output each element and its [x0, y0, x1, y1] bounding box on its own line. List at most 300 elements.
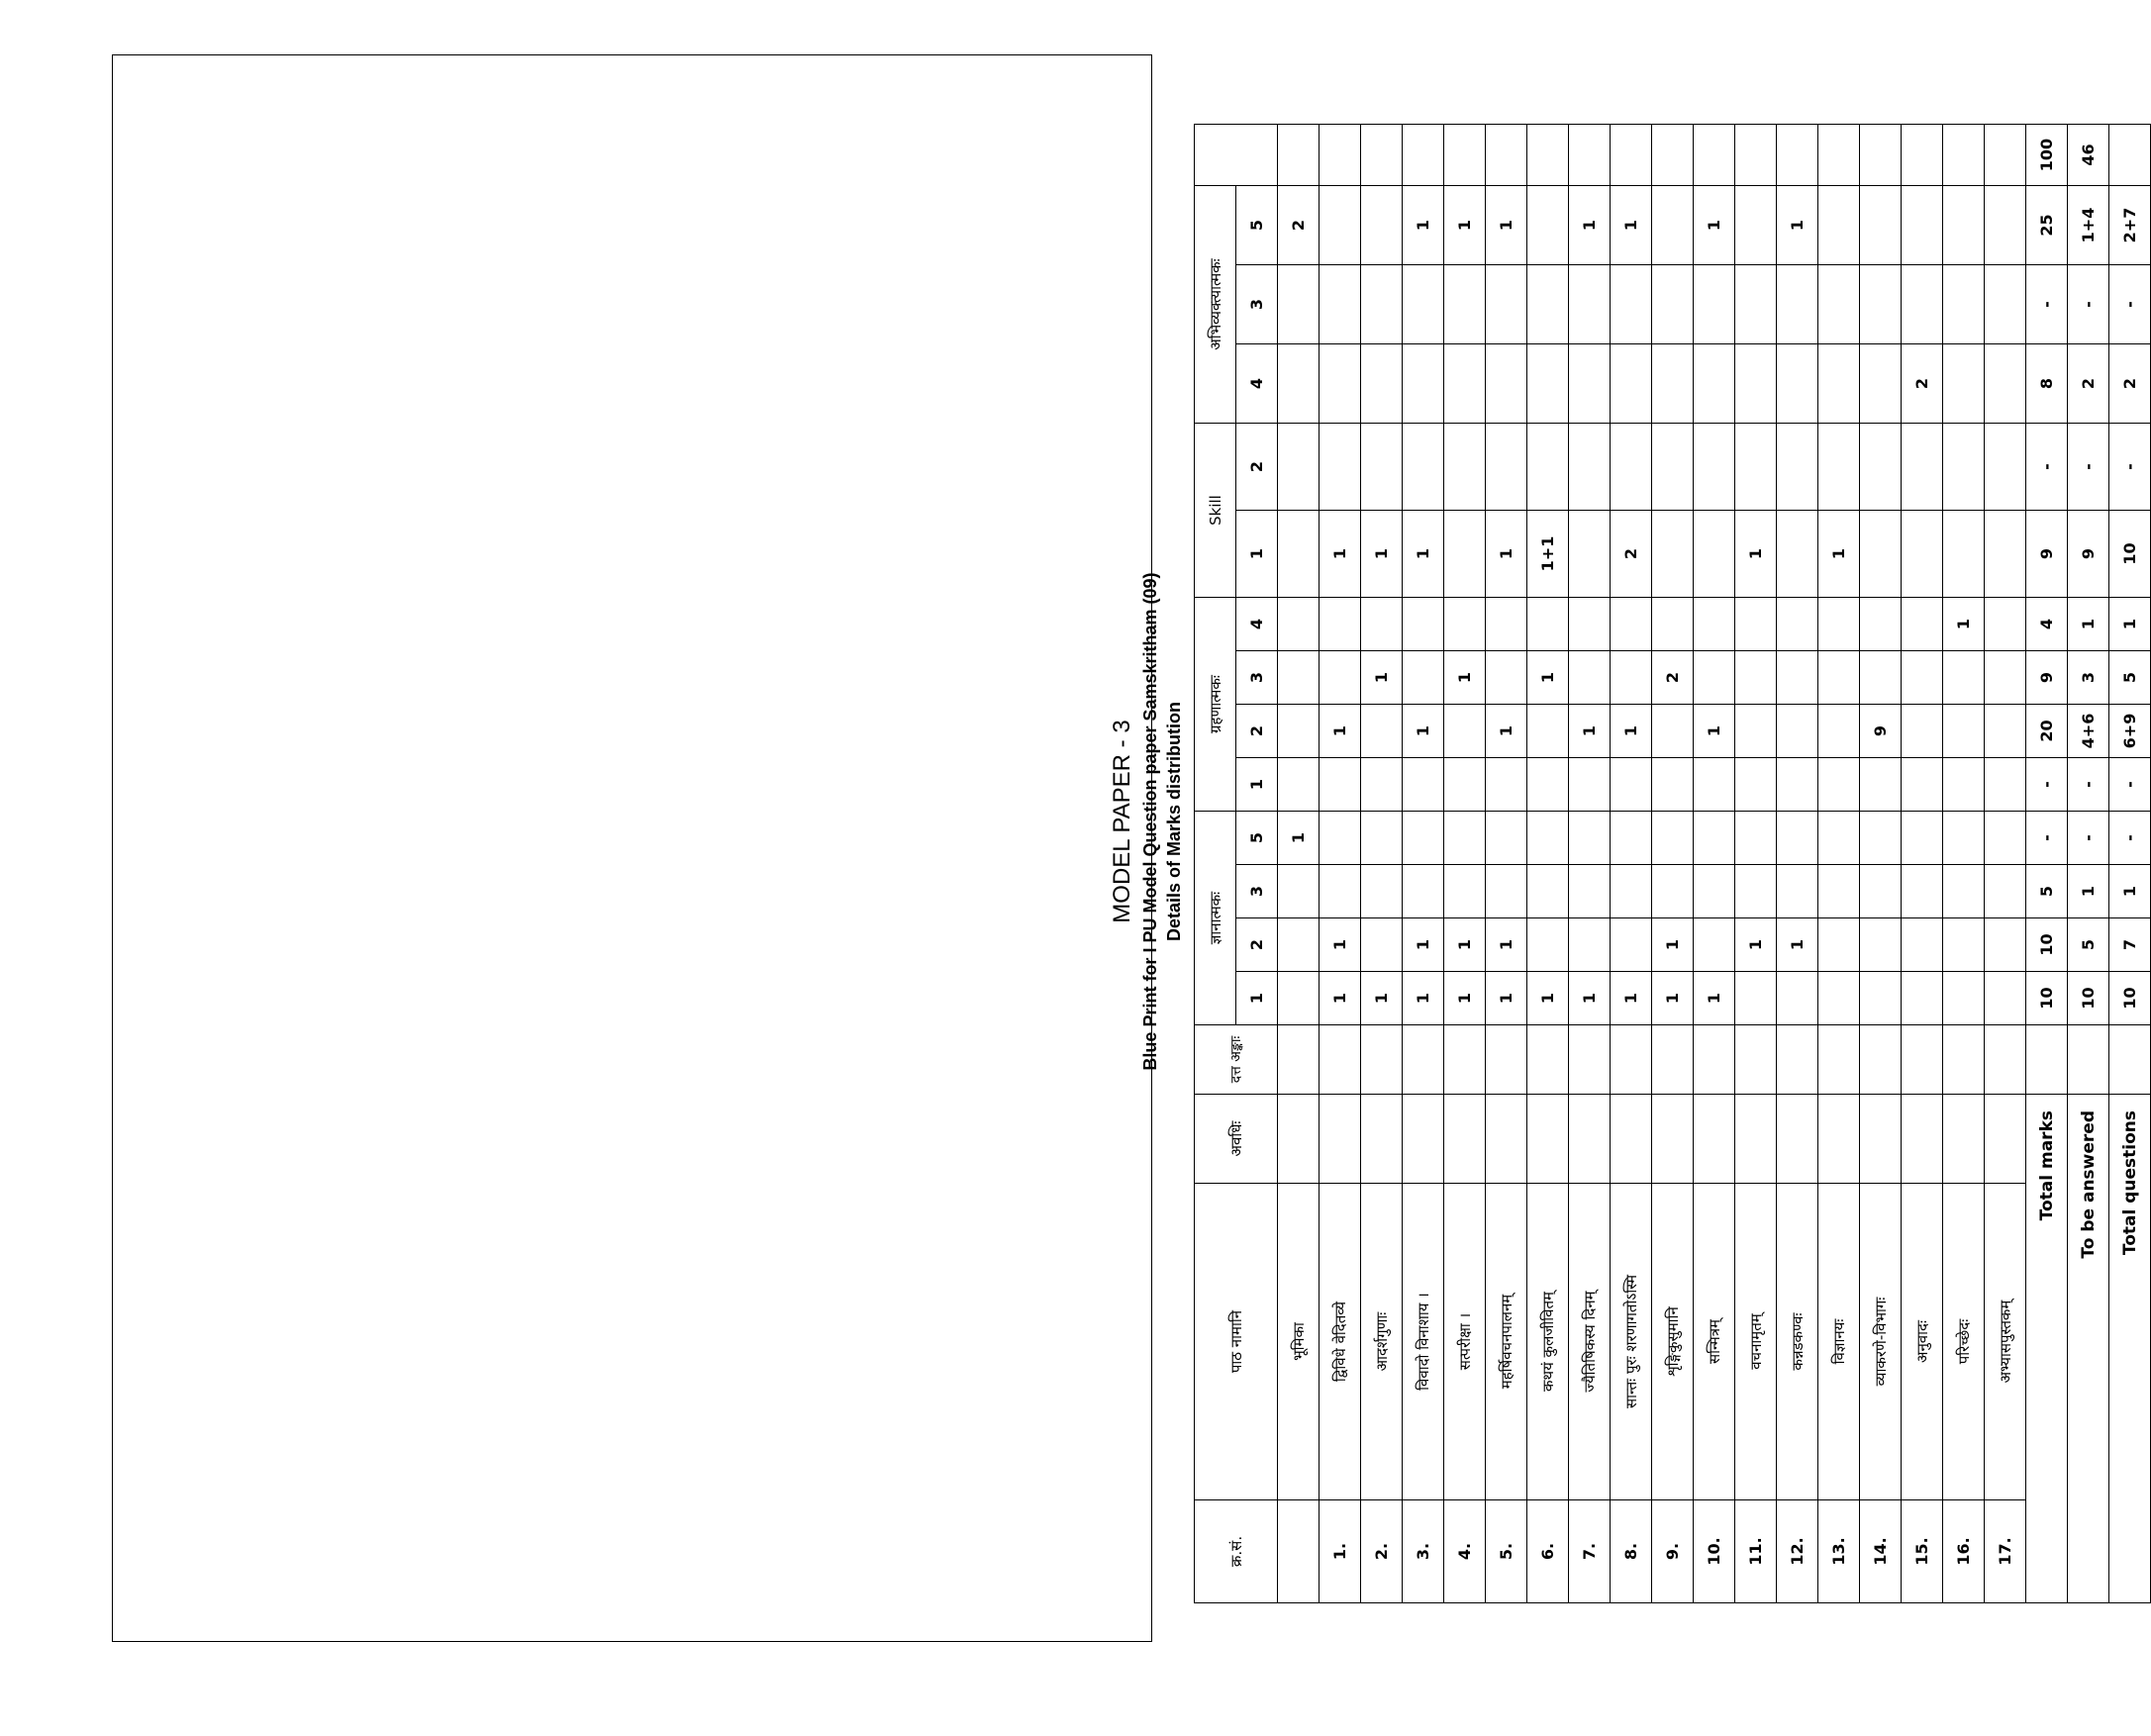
mark-cell-g1	[1818, 758, 1860, 812]
period-cell	[1486, 1095, 1527, 1184]
header-abhivyakti: अभिव्यक्त्यात्मकः	[1195, 186, 1236, 424]
total-cell	[1569, 125, 1611, 186]
mark-cell-g4	[1777, 598, 1818, 651]
mark-cell-a4	[1943, 344, 1985, 424]
total-j2: 10	[2026, 918, 2068, 972]
given-marks-cell	[1777, 1025, 1818, 1095]
mark-cell-s2	[1985, 424, 2026, 511]
mark-cell-a5	[1735, 186, 1777, 265]
mark-cell-s2	[1652, 424, 1694, 511]
mark-cell-a4	[1985, 344, 2026, 424]
mark-cell-s1	[1943, 511, 1985, 598]
given-marks-cell	[2068, 1025, 2109, 1095]
total-cell	[1361, 125, 1403, 186]
mark-cell-a3	[1569, 265, 1611, 344]
given-marks-cell	[1943, 1025, 1985, 1095]
mark-cell-g3	[1486, 651, 1527, 705]
mark-cell-g1	[1320, 758, 1361, 812]
mark-cell-s2	[1777, 424, 1818, 511]
mark-cell-a5: 1	[1777, 186, 1818, 265]
mark-cell-j3	[1444, 865, 1486, 918]
given-marks-cell	[1902, 1025, 1943, 1095]
row-number: 12.	[1777, 1500, 1818, 1603]
mark-cell-j2: 1	[1652, 918, 1694, 972]
mark-cell-g4	[1818, 598, 1860, 651]
mark-cell-a4	[1527, 344, 1569, 424]
header-lesson: पाठ नामानि	[1195, 1184, 1278, 1500]
mark-cell-g2	[1943, 705, 1985, 758]
total-row	[2068, 125, 2109, 1603]
period-cell	[1278, 1095, 1320, 1184]
total-s1: 10	[2109, 511, 2151, 598]
table-row	[1902, 125, 1943, 1603]
mark-cell-s1	[1444, 511, 1486, 598]
mark-cell-g2	[1278, 705, 1320, 758]
mark-cell-j3	[1527, 865, 1569, 918]
total-cell	[1943, 125, 1985, 186]
sub-a5: 5	[1236, 186, 1278, 265]
mark-cell-s1	[1902, 511, 1943, 598]
total-s1: 9	[2026, 511, 2068, 598]
mark-cell-g4	[1735, 598, 1777, 651]
given-marks-cell	[1444, 1025, 1486, 1095]
row-number: 14.	[1860, 1500, 1902, 1603]
grand-total: 46	[2068, 125, 2109, 186]
mark-cell-g2: 1	[1486, 705, 1527, 758]
mark-cell-a5: 1	[1444, 186, 1486, 265]
given-marks-cell	[1569, 1025, 1611, 1095]
total-cell	[1444, 125, 1486, 186]
mark-cell-j5	[1902, 812, 1943, 865]
total-g3: 9	[2026, 651, 2068, 705]
sub-a4: 4	[1236, 344, 1278, 424]
given-marks-cell	[1278, 1025, 1320, 1095]
row-number: 6.	[1527, 1500, 1569, 1603]
mark-cell-s2	[1527, 424, 1569, 511]
table-row	[1361, 125, 1403, 1603]
mark-cell-s1	[1860, 511, 1902, 598]
period-cell	[1818, 1095, 1860, 1184]
lesson-name: भूमिका	[1278, 1184, 1320, 1500]
total-j2: 7	[2109, 918, 2151, 972]
row-number: 16.	[1943, 1500, 1985, 1603]
mark-cell-j2: 1	[1735, 918, 1777, 972]
mark-cell-a3	[1735, 265, 1777, 344]
mark-cell-s1: 1	[1486, 511, 1527, 598]
mark-cell-a3	[1486, 265, 1527, 344]
row-number	[1278, 1500, 1320, 1603]
sub-s2: 2	[1236, 424, 1278, 511]
mark-cell-a4	[1735, 344, 1777, 424]
given-marks-cell	[1652, 1025, 1694, 1095]
row-number: 15.	[1902, 1500, 1943, 1603]
total-row	[2109, 125, 2151, 1603]
total-g3: 3	[2068, 651, 2109, 705]
total-j1: 10	[2068, 972, 2109, 1025]
lesson-name: व्याकरणे-विभागः	[1860, 1184, 1902, 1500]
mark-cell-a4	[1320, 344, 1361, 424]
mark-cell-a3	[1611, 265, 1652, 344]
period-cell	[1611, 1095, 1652, 1184]
sub-j2: 2	[1236, 918, 1278, 972]
page-subtitle-2: Details of Marks distribution	[1164, 701, 1184, 942]
lesson-name: ज्यैतिषिकस्य दिनम्	[1569, 1184, 1611, 1500]
table-row	[1278, 125, 1320, 1603]
table-row	[1611, 125, 1652, 1603]
lesson-name: वचनामृतम्	[1735, 1184, 1777, 1500]
mark-cell-g3	[1694, 651, 1735, 705]
total-g2: 20	[2026, 705, 2068, 758]
row-number: 13.	[1818, 1500, 1860, 1603]
total-j3: 1	[2068, 865, 2109, 918]
row-number: 2.	[1361, 1500, 1403, 1603]
mark-cell-g1	[1486, 758, 1527, 812]
mark-cell-j5: 1	[1278, 812, 1320, 865]
mark-cell-s2	[1486, 424, 1527, 511]
total-g1: -	[2109, 758, 2151, 812]
mark-cell-s2	[1611, 424, 1652, 511]
mark-cell-j3	[1943, 865, 1985, 918]
mark-cell-s2	[1694, 424, 1735, 511]
mark-cell-j3	[1985, 865, 2026, 918]
mark-cell-a3	[1777, 265, 1818, 344]
mark-cell-a4	[1569, 344, 1611, 424]
row-number: 8.	[1611, 1500, 1652, 1603]
given-marks-cell	[1985, 1025, 2026, 1095]
mark-cell-g1	[1735, 758, 1777, 812]
total-label: To be answered	[2068, 1095, 2109, 1603]
lesson-name: कथयं कुलजीवितम्	[1527, 1184, 1569, 1500]
mark-cell-a3	[1694, 265, 1735, 344]
mark-cell-j3	[1735, 865, 1777, 918]
mark-cell-s1: 1	[1320, 511, 1361, 598]
mark-cell-a3	[1278, 265, 1320, 344]
mark-cell-j3	[1569, 865, 1611, 918]
mark-cell-a5	[1818, 186, 1860, 265]
mark-cell-g2	[1527, 705, 1569, 758]
sub-g2: 2	[1236, 705, 1278, 758]
total-a3: -	[2109, 265, 2151, 344]
period-cell	[1652, 1095, 1694, 1184]
mark-cell-s2	[1361, 424, 1403, 511]
mark-cell-g3	[1818, 651, 1860, 705]
rotated-document	[1109, 40, 2140, 1603]
mark-cell-g2: 1	[1611, 705, 1652, 758]
total-cell	[1860, 125, 1902, 186]
mark-cell-g3: 2	[1652, 651, 1694, 705]
mark-cell-j1: 1	[1361, 972, 1403, 1025]
mark-cell-a5	[1985, 186, 2026, 265]
mark-cell-j1: 1	[1527, 972, 1569, 1025]
mark-cell-g4	[1611, 598, 1652, 651]
mark-cell-g3	[1777, 651, 1818, 705]
period-cell	[1403, 1095, 1444, 1184]
total-label: Total marks	[2026, 1095, 2068, 1603]
mark-cell-g3: 1	[1444, 651, 1486, 705]
mark-cell-s2	[1444, 424, 1486, 511]
table-row	[1694, 125, 1735, 1603]
mark-cell-g2: 1	[1320, 705, 1361, 758]
mark-cell-j5	[1486, 812, 1527, 865]
table-row	[1943, 125, 1985, 1603]
total-j5: -	[2026, 812, 2068, 865]
total-cell	[1735, 125, 1777, 186]
mark-cell-g3	[1943, 651, 1985, 705]
table-row	[1527, 125, 1569, 1603]
mark-cell-g3: 1	[1361, 651, 1403, 705]
mark-cell-g4	[1486, 598, 1527, 651]
mark-cell-j2: 1	[1403, 918, 1444, 972]
table-row	[1985, 125, 2026, 1603]
sub-g4: 4	[1236, 598, 1278, 651]
mark-cell-j1	[1735, 972, 1777, 1025]
mark-cell-g3	[1611, 651, 1652, 705]
mark-cell-j3	[1652, 865, 1694, 918]
lesson-name: अभ्यासपुस्तकम्	[1985, 1184, 2026, 1500]
mark-cell-a3	[1902, 265, 1943, 344]
mark-cell-g2: 1	[1569, 705, 1611, 758]
mark-cell-j5	[1943, 812, 1985, 865]
given-marks-cell	[1694, 1025, 1735, 1095]
mark-cell-j5	[1569, 812, 1611, 865]
period-cell	[1902, 1095, 1943, 1184]
mark-cell-a4: 2	[1902, 344, 1943, 424]
total-cell	[1818, 125, 1860, 186]
mark-cell-s1	[1652, 511, 1694, 598]
row-number: 1.	[1320, 1500, 1361, 1603]
mark-cell-j5	[1694, 812, 1735, 865]
mark-cell-j1: 1	[1444, 972, 1486, 1025]
mark-cell-g1	[1902, 758, 1943, 812]
mark-cell-a5	[1361, 186, 1403, 265]
mark-cell-s2	[1943, 424, 1985, 511]
mark-cell-j3	[1486, 865, 1527, 918]
given-marks-cell	[1527, 1025, 1569, 1095]
total-a4: 2	[2109, 344, 2151, 424]
mark-cell-j2	[1611, 918, 1652, 972]
mark-cell-j2: 1	[1777, 918, 1818, 972]
mark-cell-j5	[1735, 812, 1777, 865]
mark-cell-j2	[1818, 918, 1860, 972]
lesson-name: आदर्शगुणाः	[1361, 1184, 1403, 1500]
lesson-name: विज्ञानयः	[1818, 1184, 1860, 1500]
table-row	[1444, 125, 1486, 1603]
mark-cell-j5	[1361, 812, 1403, 865]
mark-cell-j5	[1320, 812, 1361, 865]
period-cell	[1527, 1095, 1569, 1184]
mark-cell-j1	[1818, 972, 1860, 1025]
total-s2: -	[2026, 424, 2068, 511]
grand-total: 100	[2026, 125, 2068, 186]
total-s2: -	[2109, 424, 2151, 511]
period-cell	[1320, 1095, 1361, 1184]
mark-cell-a3	[1985, 265, 2026, 344]
mark-cell-a5	[1902, 186, 1943, 265]
mark-cell-s2	[1403, 424, 1444, 511]
mark-cell-a3	[1943, 265, 1985, 344]
mark-cell-g4	[1444, 598, 1486, 651]
mark-cell-g3	[1985, 651, 2026, 705]
mark-cell-g2	[1361, 705, 1403, 758]
mark-cell-s2	[1569, 424, 1611, 511]
mark-cell-s2	[1818, 424, 1860, 511]
total-cell	[1611, 125, 1652, 186]
mark-cell-g3	[1278, 651, 1320, 705]
lesson-name: सान्तः पुरः शरणागतोऽस्मि	[1611, 1184, 1652, 1500]
mark-cell-g2	[1735, 705, 1777, 758]
mark-cell-s2	[1902, 424, 1943, 511]
mark-cell-a5: 1	[1611, 186, 1652, 265]
mark-cell-a4	[1777, 344, 1818, 424]
mark-cell-j5	[1611, 812, 1652, 865]
total-label: Total questions	[2109, 1095, 2151, 1603]
mark-cell-g3	[1902, 651, 1943, 705]
given-marks-cell	[1361, 1025, 1403, 1095]
mark-cell-g3	[1735, 651, 1777, 705]
mark-cell-a4	[1444, 344, 1486, 424]
mark-cell-a4	[1694, 344, 1735, 424]
mark-cell-j3	[1694, 865, 1735, 918]
total-cell	[1652, 125, 1694, 186]
mark-cell-j3	[1818, 865, 1860, 918]
mark-cell-j3	[1902, 865, 1943, 918]
mark-cell-a3	[1403, 265, 1444, 344]
mark-cell-a5	[1652, 186, 1694, 265]
mark-cell-a3	[1818, 265, 1860, 344]
row-number: 10.	[1694, 1500, 1735, 1603]
total-g3: 5	[2109, 651, 2151, 705]
mark-cell-g1	[1860, 758, 1902, 812]
mark-cell-j1	[1777, 972, 1818, 1025]
mark-cell-a4	[1361, 344, 1403, 424]
mark-cell-g3: 1	[1527, 651, 1569, 705]
header-skill: Skill	[1195, 424, 1236, 598]
period-cell	[1694, 1095, 1735, 1184]
mark-cell-a5: 1	[1403, 186, 1444, 265]
mark-cell-j5	[1777, 812, 1818, 865]
mark-cell-a4	[1652, 344, 1694, 424]
mark-cell-s1: 1	[1361, 511, 1403, 598]
mark-cell-a3	[1320, 265, 1361, 344]
mark-cell-j5	[1527, 812, 1569, 865]
total-j5: -	[2068, 812, 2109, 865]
total-a4: 2	[2068, 344, 2109, 424]
total-g1: -	[2026, 758, 2068, 812]
mark-cell-j2	[1527, 918, 1569, 972]
mark-cell-a4	[1860, 344, 1902, 424]
header-sl: क्र.सं.	[1195, 1500, 1278, 1603]
mark-cell-g1	[1403, 758, 1444, 812]
total-a5: 25	[2026, 186, 2068, 265]
period-cell	[1735, 1095, 1777, 1184]
mark-cell-j3	[1403, 865, 1444, 918]
mark-cell-a3	[1444, 265, 1486, 344]
mark-cell-s1	[1985, 511, 2026, 598]
mark-cell-j1	[1860, 972, 1902, 1025]
mark-cell-s1	[1694, 511, 1735, 598]
total-cell	[1694, 125, 1735, 186]
total-g4: 1	[2068, 598, 2109, 651]
mark-cell-j5	[1652, 812, 1694, 865]
mark-cell-j2	[1361, 918, 1403, 972]
mark-cell-g4	[1985, 598, 2026, 651]
table-row	[1569, 125, 1611, 1603]
mark-cell-g3	[1403, 651, 1444, 705]
total-a3: -	[2026, 265, 2068, 344]
mark-cell-a5: 2	[1278, 186, 1320, 265]
mark-cell-a4	[1611, 344, 1652, 424]
total-cell	[1777, 125, 1818, 186]
mark-cell-s2	[1860, 424, 1902, 511]
mark-cell-g2: 1	[1403, 705, 1444, 758]
mark-cell-g1	[1777, 758, 1818, 812]
mark-cell-j3	[1860, 865, 1902, 918]
mark-cell-s1	[1278, 511, 1320, 598]
sub-s1: 1	[1236, 511, 1278, 598]
mark-cell-j5	[1444, 812, 1486, 865]
total-g4: 4	[2026, 598, 2068, 651]
row-number: 11.	[1735, 1500, 1777, 1603]
mark-cell-s2	[1320, 424, 1361, 511]
lesson-name: महर्षिवचनपालनम्	[1486, 1184, 1527, 1500]
mark-cell-j1: 1	[1652, 972, 1694, 1025]
period-cell	[1860, 1095, 1902, 1184]
table-row	[1486, 125, 1527, 1603]
mark-cell-a5	[1860, 186, 1902, 265]
row-number: 4.	[1444, 1500, 1486, 1603]
total-g2: 6+9	[2109, 705, 2151, 758]
mark-cell-g4	[1278, 598, 1320, 651]
period-cell	[1777, 1095, 1818, 1184]
header-jnana: ज्ञानात्मकः	[1195, 812, 1236, 1025]
mark-cell-j3	[1611, 865, 1652, 918]
mark-cell-g1	[1652, 758, 1694, 812]
mark-cell-j2: 1	[1320, 918, 1361, 972]
mark-cell-g4	[1652, 598, 1694, 651]
mark-cell-j2: 1	[1486, 918, 1527, 972]
mark-cell-j1	[1902, 972, 1943, 1025]
given-marks-cell	[2026, 1025, 2068, 1095]
mark-cell-g4	[1403, 598, 1444, 651]
mark-cell-j1	[1943, 972, 1985, 1025]
mark-cell-a3	[1527, 265, 1569, 344]
mark-cell-g4	[1694, 598, 1735, 651]
mark-cell-j2	[1985, 918, 2026, 972]
header-grahana: ग्रहणात्मकः	[1195, 598, 1236, 812]
mark-cell-a4	[1818, 344, 1860, 424]
mark-cell-a5	[1527, 186, 1569, 265]
total-cell	[1486, 125, 1527, 186]
mark-cell-a5: 1	[1569, 186, 1611, 265]
total-j3: 1	[2109, 865, 2151, 918]
mark-cell-j5	[1403, 812, 1444, 865]
period-cell	[1985, 1095, 2026, 1184]
given-marks-cell	[1818, 1025, 1860, 1095]
mark-cell-g1	[1611, 758, 1652, 812]
total-cell	[1320, 125, 1361, 186]
mark-cell-s1: 1	[1818, 511, 1860, 598]
mark-cell-j5	[1818, 812, 1860, 865]
page-border	[112, 54, 1152, 1642]
mark-cell-s1	[1569, 511, 1611, 598]
mark-cell-j3	[1361, 865, 1403, 918]
sub-j3: 3	[1236, 865, 1278, 918]
period-cell	[1943, 1095, 1985, 1184]
total-a5: 1+4	[2068, 186, 2109, 265]
mark-cell-g2	[1652, 705, 1694, 758]
mark-cell-a4	[1403, 344, 1444, 424]
mark-cell-g1	[1444, 758, 1486, 812]
